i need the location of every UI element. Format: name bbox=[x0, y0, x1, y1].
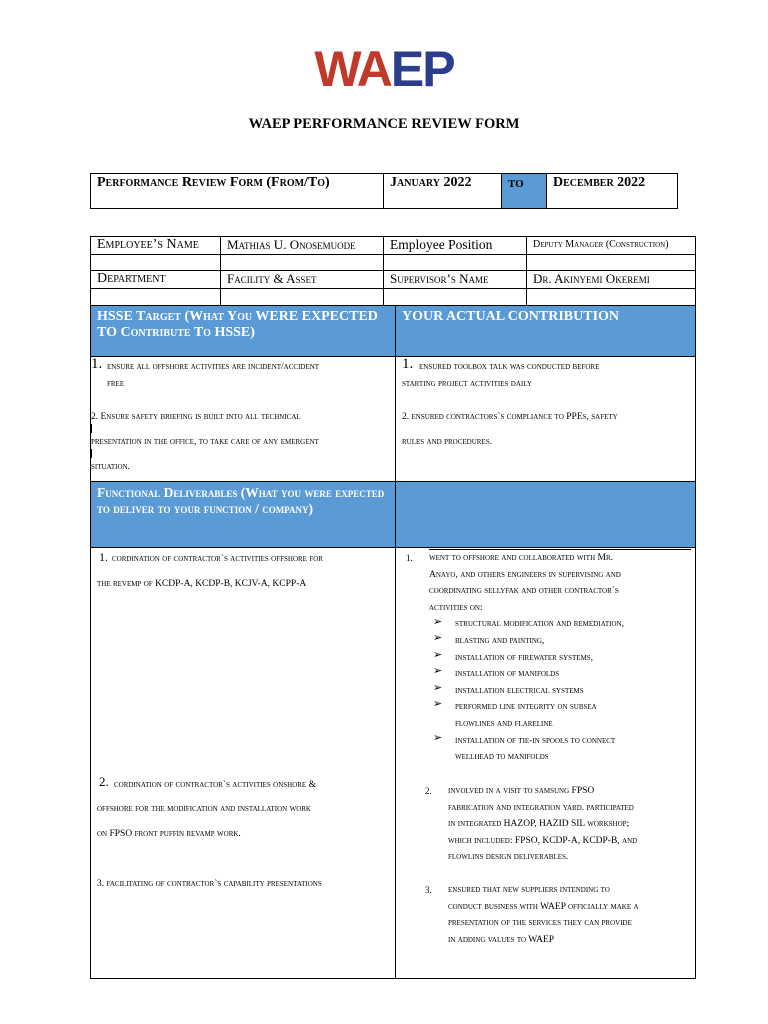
func-left-num2: 2. bbox=[99, 774, 109, 789]
spacer-cell bbox=[220, 254, 383, 270]
row-divider bbox=[91, 356, 695, 357]
spacer-cell bbox=[220, 288, 383, 306]
hsse-left-num1: 1. bbox=[91, 356, 103, 372]
hsse-left-item1-b: free bbox=[107, 379, 125, 389]
period-to: December 2022 bbox=[553, 175, 646, 190]
functional-deliverables-header: Functional Deliverables (What you were expected to deliver to your function / company) bbox=[97, 485, 385, 516]
hsse-left-item2-b: presentation in the office, to take care of any emergent bbox=[91, 437, 319, 447]
func-right-item3-line1: ensured that new suppliers intending to bbox=[448, 885, 610, 895]
spacer-cell bbox=[526, 254, 696, 270]
spacer-cell bbox=[90, 254, 220, 270]
period-to-label: TO bbox=[502, 174, 547, 208]
bullet-item: blasting and painting, bbox=[455, 636, 545, 646]
bullet-item: installation of tie-in spools to connect bbox=[455, 736, 616, 746]
func-right-item3-line2: conduct business with WAEP officially make a bbox=[448, 902, 639, 912]
func-right-item1-line4: activities on: bbox=[429, 603, 483, 613]
hsse-left-item2-c: situation. bbox=[91, 462, 130, 472]
employee-position-value: Deputy Manager (Construction) bbox=[526, 236, 696, 254]
department-label: Department bbox=[90, 270, 220, 288]
spacer-cell bbox=[90, 288, 220, 306]
func-right-item3-line4: in adding values to WAEP bbox=[448, 935, 555, 945]
department-value: Facility & Asset bbox=[220, 270, 383, 288]
func-right-item2-line4: which included: FPSO, KCDP-A, KCDP-B, and bbox=[448, 836, 638, 846]
arrow-bullet-icon: ➢ bbox=[433, 697, 443, 710]
func-left-num1: 1. bbox=[99, 550, 108, 564]
func-right-num1: 1. bbox=[406, 553, 413, 563]
hsse-right-item2-a: 2. ensured contractors`s compliance to PPEs, safety bbox=[402, 412, 618, 422]
hsse-right-num1: 1. bbox=[402, 356, 414, 372]
arrow-bullet-icon: ➢ bbox=[433, 648, 443, 661]
func-left-item1-b: the revemp of KCDP-A, KCDP-B, KCJV-A, KCPP-A bbox=[97, 579, 307, 589]
supervisor-value: Dr. Akinyemi Okeremi bbox=[526, 270, 696, 288]
bullet-item-continued: flowlines and flareline bbox=[455, 719, 553, 729]
arrow-bullet-icon: ➢ bbox=[433, 731, 443, 744]
hsse-target-header: HSSE Target (What You WERE EXPECTED TO Contribute To HSSE) bbox=[97, 309, 378, 340]
arrow-bullet-icon: ➢ bbox=[433, 631, 443, 644]
func-right-item1-line2: Anayo, and others engineers in supervising and bbox=[429, 570, 621, 580]
func-left-item2-a: cordination of contractor`s activities onshore & bbox=[114, 780, 316, 790]
hsse-right-item1-b: starting project activities daily bbox=[402, 379, 532, 389]
func-left-item2-c: on FPSO front puffin revamp work. bbox=[97, 829, 241, 839]
employee-name-value: Mathias U. Onosemuode bbox=[220, 236, 383, 254]
arrow-bullet-icon: ➢ bbox=[433, 615, 443, 628]
text-cursor-mark bbox=[91, 424, 92, 433]
supervisor-label: Supervisor’s Name bbox=[383, 270, 526, 288]
waep-logo bbox=[300, 42, 468, 94]
performance-table bbox=[90, 305, 696, 979]
hsse-right-item2-b: rules and procedures. bbox=[402, 437, 492, 447]
bullet-item-continued: wellhead to manifolds bbox=[455, 752, 549, 762]
arrow-bullet-icon: ➢ bbox=[433, 681, 443, 694]
actual-contribution-header: YOUR ACTUAL CONTRIBUTION bbox=[402, 309, 620, 324]
arrow-bullet-icon: ➢ bbox=[433, 664, 443, 677]
bullet-item: structural modification and remediation, bbox=[455, 619, 624, 629]
func-right-num2: 2. bbox=[425, 786, 432, 796]
employee-position-label: Employee Position bbox=[383, 236, 526, 254]
column-divider bbox=[395, 306, 396, 978]
func-right-num3: 3. bbox=[425, 885, 432, 895]
func-left-item2-b: offshore for the modification and installation work bbox=[97, 804, 311, 814]
func-right-item1-line3: coordinating sellyfak and other contractor`s bbox=[429, 586, 619, 596]
func-right-item1-line1: went to offshore and collaborated with Mr. bbox=[429, 553, 613, 563]
period-label: Performance Review Form (From/To) bbox=[91, 174, 384, 208]
employee-info-table bbox=[90, 236, 696, 306]
func-left-item3: 3. facilitating of contractor`s capability presentations bbox=[97, 879, 322, 889]
hsse-left-item2-a: 2. Ensure safety briefing is built into all technical bbox=[91, 412, 301, 422]
svg-text:WAEP: WAEP bbox=[314, 42, 454, 94]
spacer-cell bbox=[383, 254, 526, 270]
row-divider bbox=[91, 547, 695, 548]
bullet-item: installation electrical systems bbox=[455, 686, 584, 696]
period-from: January 2022 bbox=[384, 174, 502, 208]
spacer-cell bbox=[526, 288, 696, 306]
func-right-item3-line3: presentation of the services they can provide bbox=[448, 918, 632, 928]
review-period-table bbox=[90, 173, 678, 209]
spacer-cell bbox=[383, 288, 526, 306]
form-title: WAEP PERFORMANCE REVIEW FORM bbox=[248, 116, 520, 132]
func-right-item2-line3: in integrated HAZOP, HAZID SIL workshop; bbox=[448, 819, 630, 829]
func-right-item2-line2: fabrication and integration yard. participated bbox=[448, 803, 634, 813]
bullet-item: performed line integrity on subsea bbox=[455, 702, 597, 712]
func-right-item2-line1: involved in a visit to samsung FPSO bbox=[448, 786, 595, 796]
bullet-item: installation of firewater systems, bbox=[455, 653, 594, 663]
employee-name-label: Employee’s Name bbox=[90, 236, 220, 254]
func-right-item2-line5: flowlins design deliverables. bbox=[448, 852, 569, 862]
bullet-item: installation of manifolds bbox=[455, 669, 560, 679]
func-left-item1-a: cordination of contractor`s activities offshore for bbox=[112, 554, 323, 564]
text-cursor-mark bbox=[91, 449, 92, 458]
hsse-left-item1-a: ensure all offshore activities are incident/accident bbox=[107, 362, 320, 372]
hsse-right-item1-a: ensured toolbox talk was conducted before bbox=[419, 362, 600, 372]
